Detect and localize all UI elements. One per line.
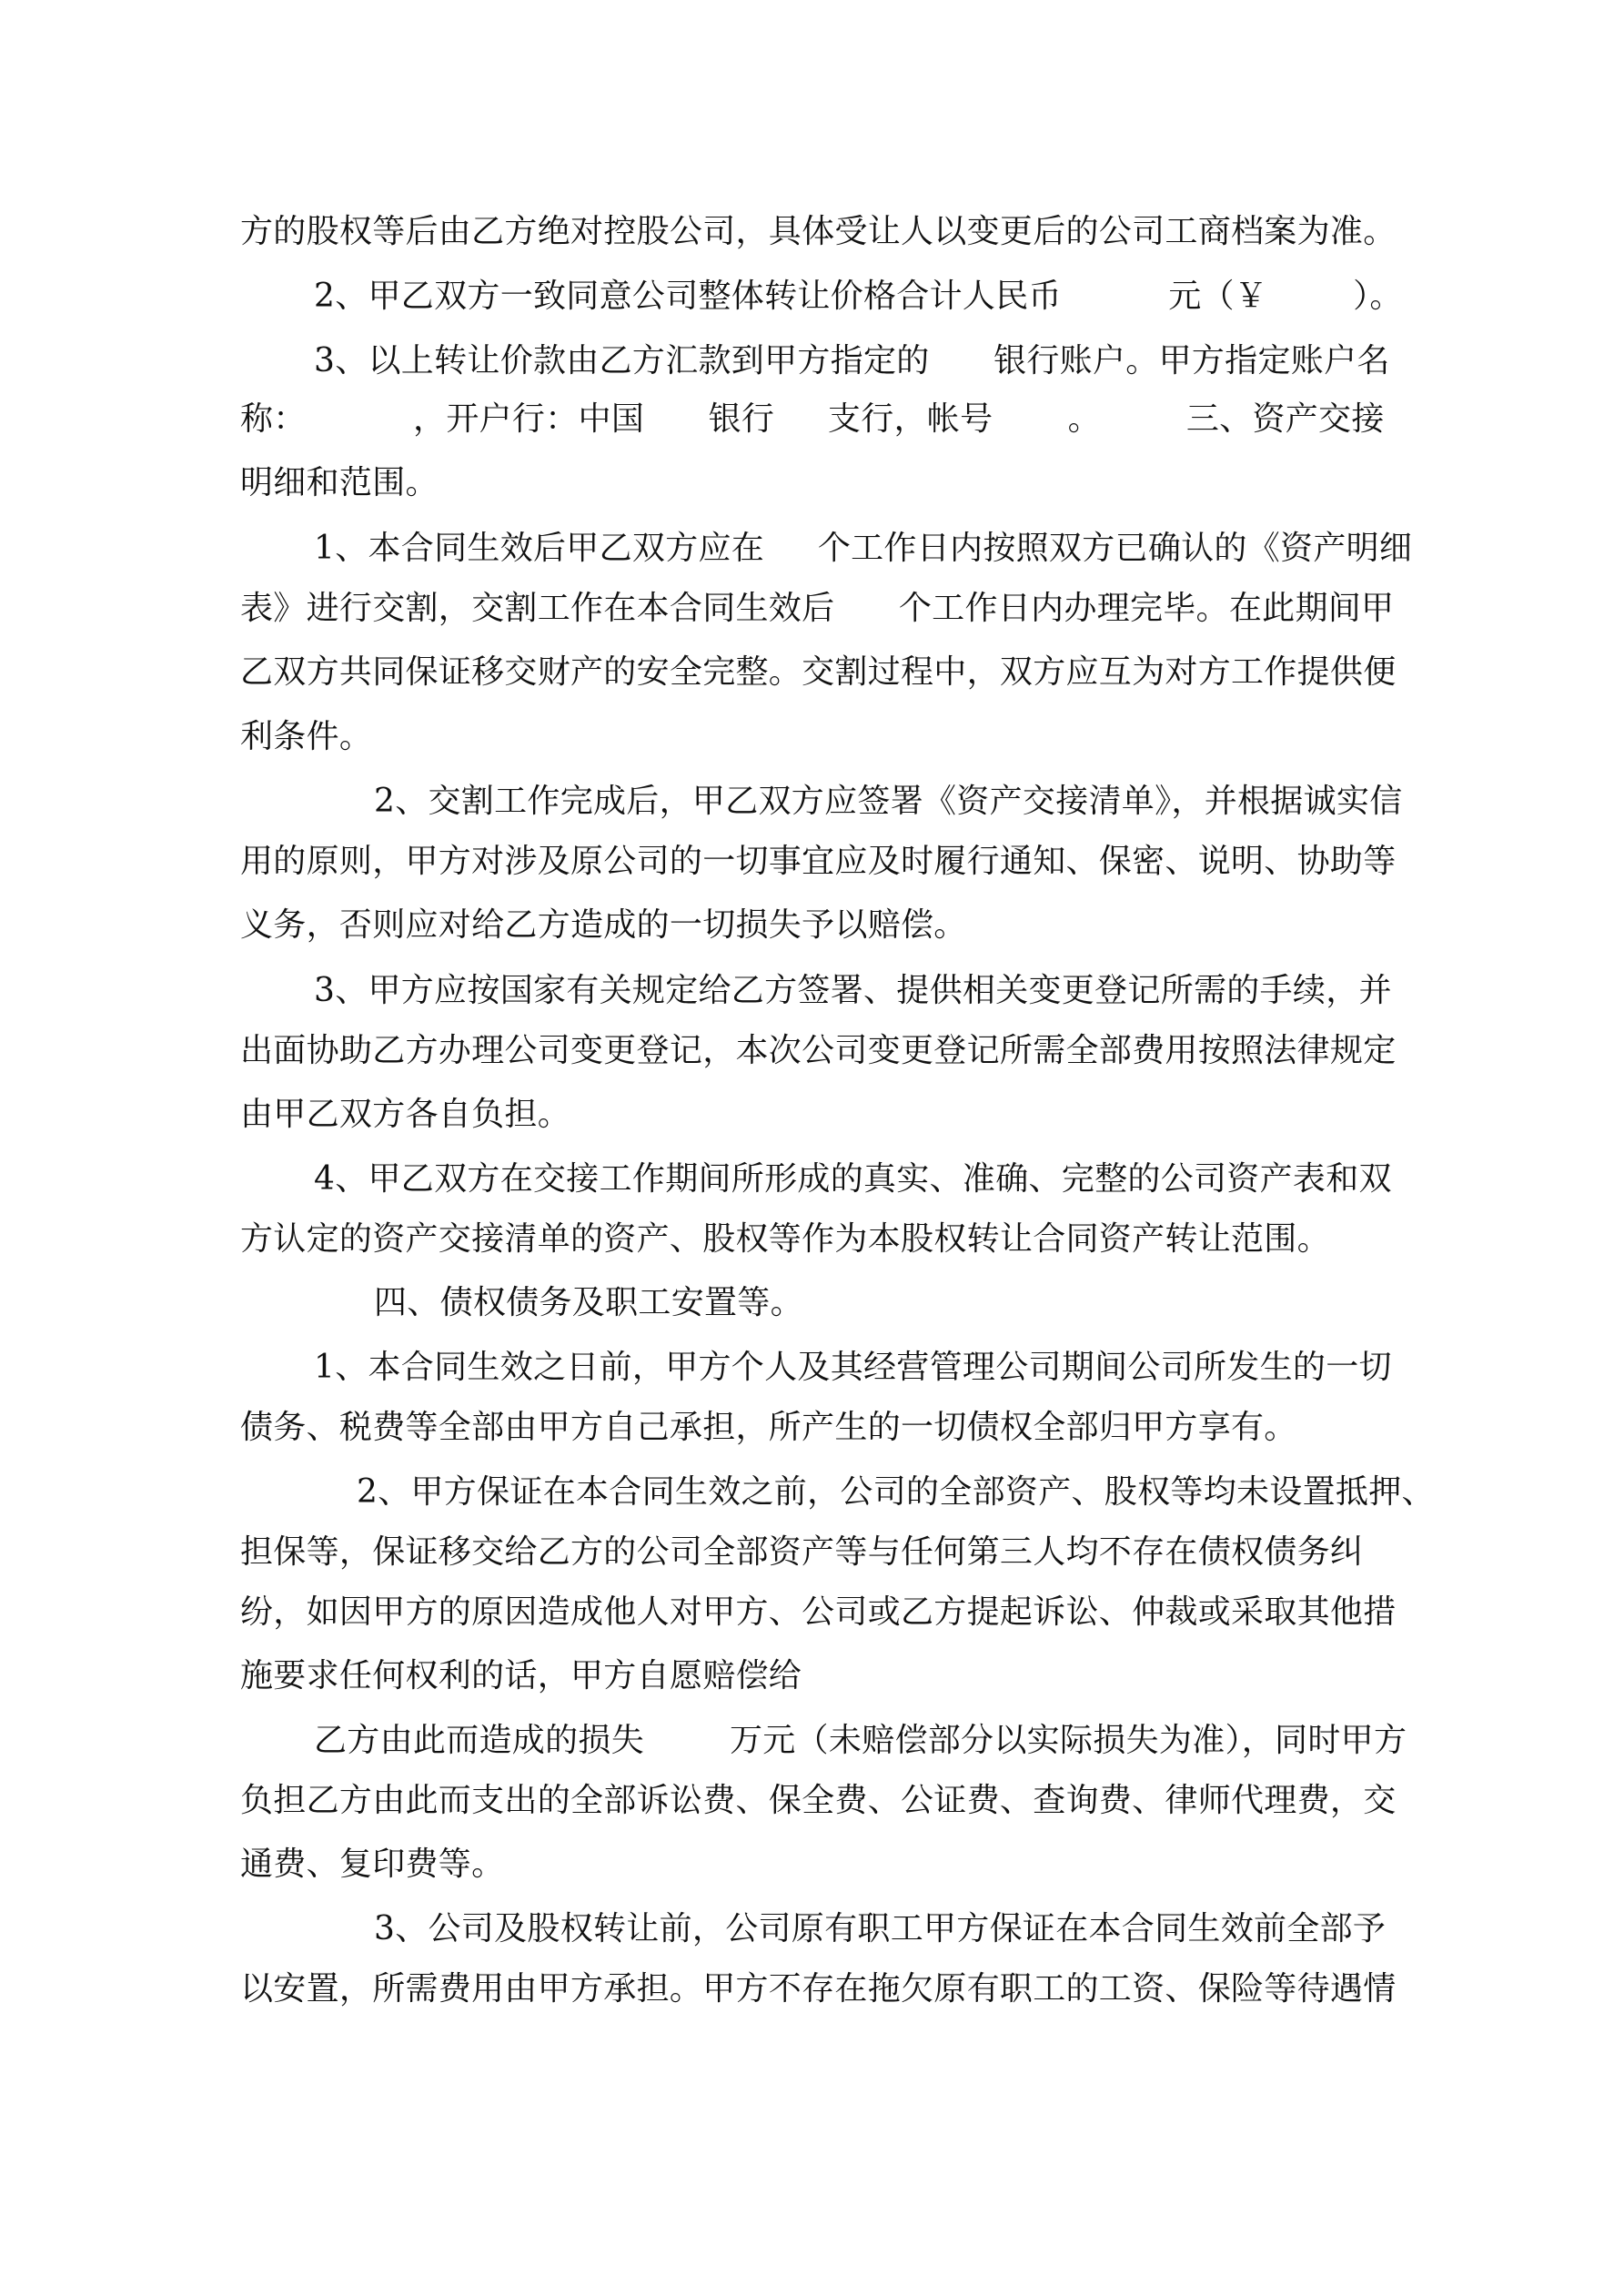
text-line: 3、甲方应按国家有关规定给乙方签署、提供相关变更登记所需的手续，并 <box>314 972 1392 1009</box>
section-heading: 四、债权债务及职工安置等。 <box>374 1284 803 1321</box>
text-line: 出面协助乙方办理公司变更登记，本次公司变更登记所需全部费用按照法律规定 <box>240 1032 1397 1069</box>
text-line: 2、甲乙双方一致同意公司整体转让价格合计人民币 元（￥ ）。 <box>314 278 1403 315</box>
text-line: 4、甲乙双方在交接工作期间所形成的真实、准确、完整的公司资产表和双 <box>314 1160 1392 1198</box>
text-line: 利条件。 <box>240 718 373 755</box>
text-line: 债务、税费等全部由甲方自己承担，所产生的一切债权全部归甲方享有。 <box>240 1409 1297 1446</box>
text-line: 施要求任何权利的话，甲方自愿赔偿给 <box>240 1657 802 1694</box>
text-line: 方的股权等后由乙方绝对控股公司，具体受让人以变更后的公司工商档案为准。 <box>240 213 1397 250</box>
text-line: 用的原则，甲方对涉及原公司的一切事宜应及时履行通知、保密、说明、协助等 <box>240 843 1397 880</box>
text-line: 2、甲方保证在本合同生效之前，公司的全部资产、股权等均未设置抵押、 <box>357 1473 1435 1511</box>
text-line: 称： ，开户行：中国 银行 支行，帐号 。 三、资产交接 <box>240 400 1385 438</box>
text-line: 1、本合同生效后甲乙双方应在 个工作日内按照双方已确认的《资产明细 <box>314 530 1413 567</box>
text-line: 由甲乙双方各自负担。 <box>240 1096 571 1133</box>
text-line: 2、交割工作完成后，甲乙双方应签署《资产交接清单》，并根据诚实信 <box>374 783 1403 820</box>
text-line: 以安置，所需费用由甲方承担。甲方不存在拖欠原有职工的工资、保险等待遇情 <box>240 1970 1397 2008</box>
text-line: 担保等，保证移交给乙方的公司全部资产等与任何第三人均不存在债权债务纠 <box>240 1533 1364 1571</box>
text-line: 明细和范围。 <box>240 464 439 501</box>
text-line: 纷，如因甲方的原因造成他人对甲方、公司或乙方提起诉讼、仲裁或采取其他措 <box>240 1593 1397 1631</box>
text-line: 义务，否则应对给乙方造成的一切损失予以赔偿。 <box>240 906 967 944</box>
text-line: 乙双方共同保证移交财产的安全完整。交割过程中，双方应互为对方工作提供便 <box>240 653 1397 691</box>
text-line: 1、本合同生效之日前，甲方个人及其经营管理公司期间公司所发生的一切 <box>314 1349 1392 1386</box>
text-line: 通费、复印费等。 <box>240 1846 505 1883</box>
text-line: 表》进行交割，交割工作在本合同生效后 个工作日内办理完毕。在此期间甲 <box>240 590 1395 627</box>
text-line: 3、公司及股权转让前，公司原有职工甲方保证在本合同生效前全部予 <box>374 1910 1387 1947</box>
text-line: 3、以上转让价款由乙方汇款到甲方指定的 银行账户。甲方指定账户名 <box>314 342 1390 379</box>
text-line: 负担乙方由此而支出的全部诉讼费、保全费、公证费、查询费、律师代理费，交 <box>240 1782 1397 1819</box>
text-line: 乙方由此而造成的损失 万元（未赔偿部分以实际损失为准），同时甲方 <box>314 1722 1407 1759</box>
text-line: 方认定的资产交接清单的资产、股权等作为本股权转让合同资产转让范围。 <box>240 1220 1330 1258</box>
